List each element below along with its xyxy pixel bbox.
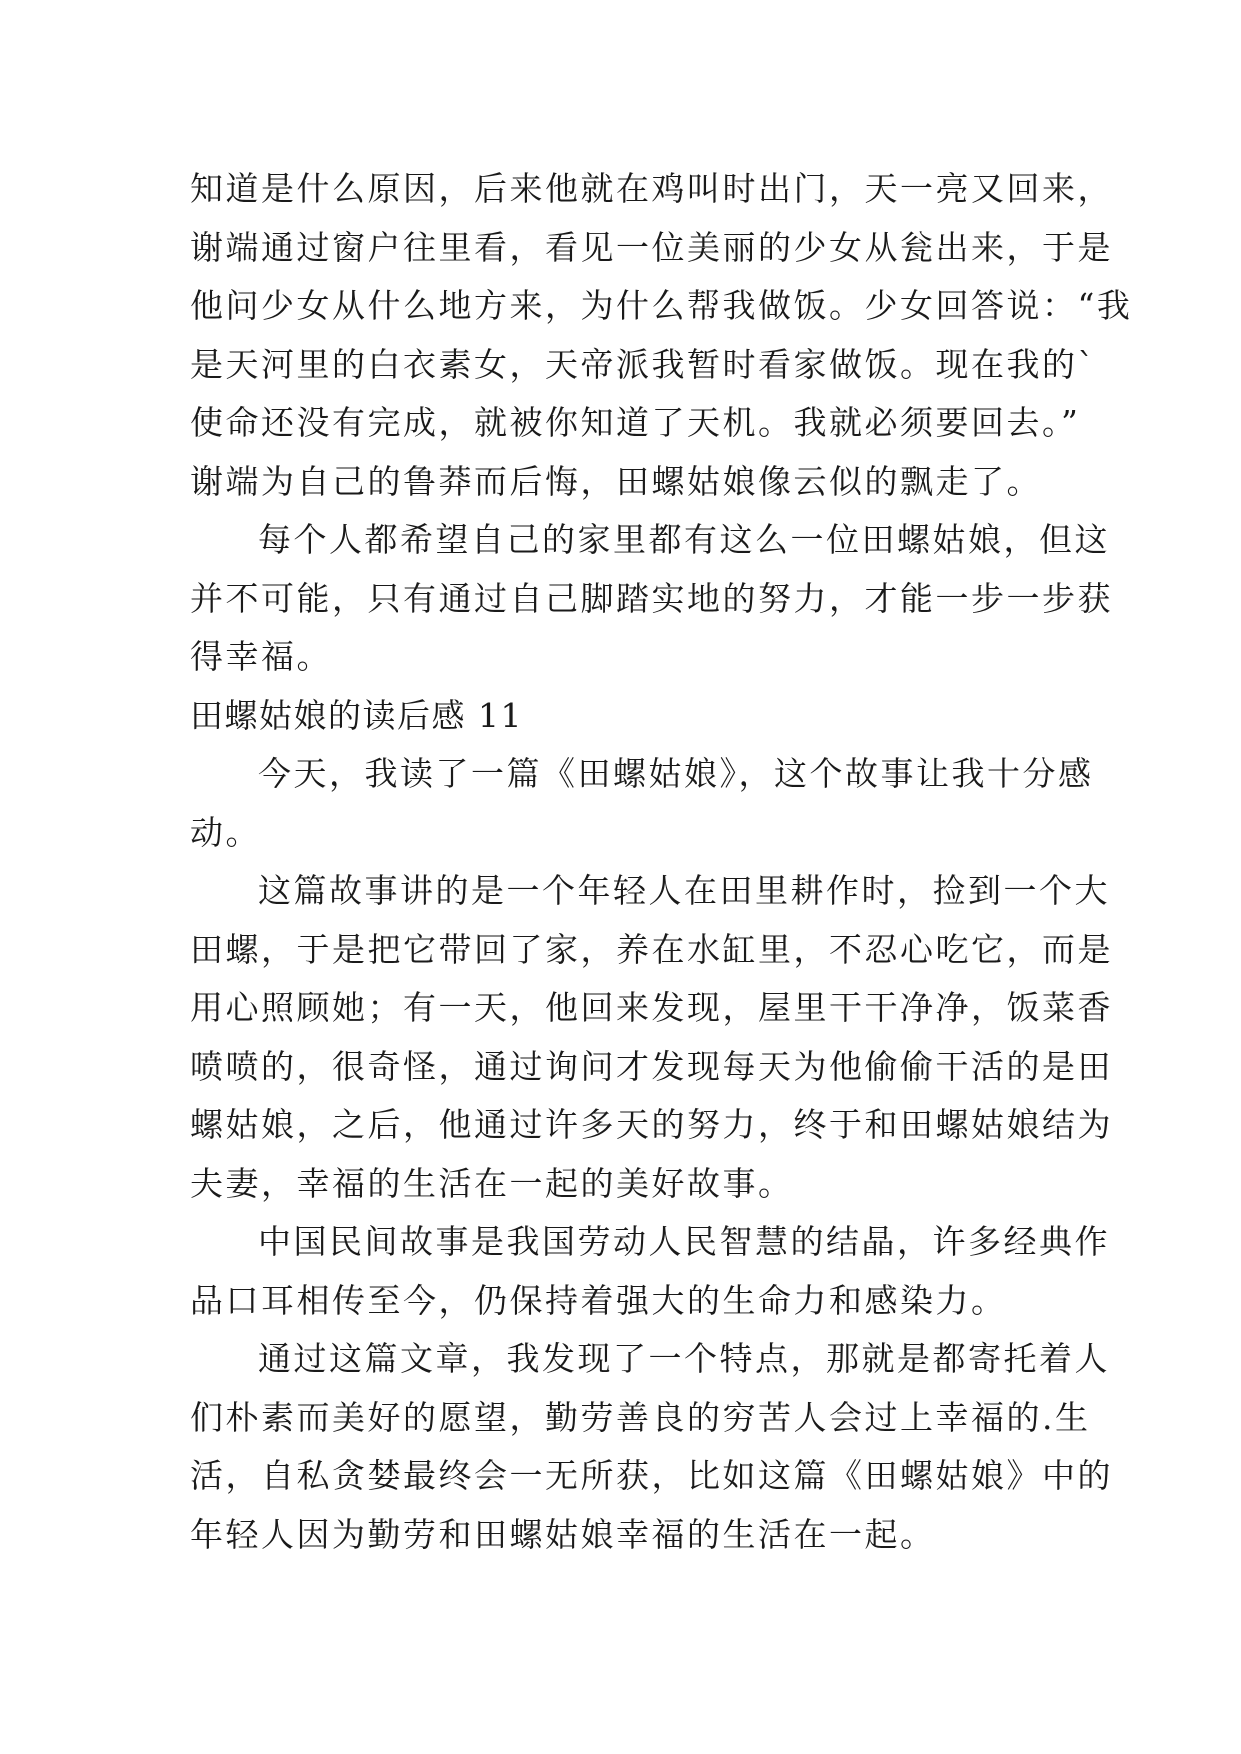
- text-line: 夫妻，幸福的生活在一起的美好故事。: [190, 1163, 794, 1203]
- text-line: 喷喷的，很奇怪，通过询问才发现每天为他偷偷干活的是田: [190, 1046, 1113, 1086]
- text-line: 谢端通过窗户往里看，看见一位美丽的少女从瓮出来，于是: [190, 227, 1113, 267]
- text-line: 品口耳相传至今，仍保持着强大的生命力和感染力。: [190, 1280, 1007, 1320]
- section-heading: 田螺姑娘的读后感 11: [190, 695, 523, 735]
- paragraph-start-line: 今天，我读了一篇《田螺姑娘》，这个故事让我十分感: [258, 754, 1094, 793]
- text-line: 用心照顾她；有一天，他回来发现，屋里干干净净，饭菜香: [190, 988, 1113, 1027]
- text-line: 得幸福。: [190, 637, 332, 676]
- text-line: 活，自私贪婪最终会一无所获，比如这篇《田螺姑娘》中的: [190, 1456, 1113, 1495]
- paragraph-start-line: 通过这篇文章，我发现了一个特点，那就是都寄托着人: [258, 1339, 1110, 1378]
- text-line: 年轻人因为勤劳和田螺姑娘幸福的生活在一起。: [190, 1514, 936, 1554]
- text-line: 们朴素而美好的愿望，勤劳善良的穷苦人会过上幸福的.生: [190, 1397, 1091, 1437]
- text-line: 是天河里的白衣素女，天帝派我暂时看家做饭。现在我的`: [190, 344, 1097, 384]
- paragraph-start-line: 中国民间故事是我国劳动人民智慧的结晶，许多经典作: [258, 1222, 1110, 1261]
- text-line: 动。: [190, 812, 261, 852]
- text-line: 知道是什么原因，后来他就在鸡叫时出门，天一亮又回来，: [190, 169, 1113, 208]
- text-line: 并不可能，只有通过自己脚踏实地的努力，才能一步一步获: [190, 578, 1113, 618]
- text-line: 田螺，于是把它带回了家，养在水缸里，不忍心吃它，而是: [190, 929, 1113, 969]
- text-line: 他问少女从什么地方来，为什么帮我做饭。少女回答说：“我: [190, 286, 1133, 325]
- document-body: [190, 160, 1133, 1564]
- paragraph-start-line: 这篇故事讲的是一个年轻人在田里耕作时，捡到一个大: [258, 871, 1110, 910]
- text-line: 螺姑娘，之后，他通过许多天的努力，终于和田螺姑娘结为: [190, 1105, 1113, 1144]
- paragraph-start-line: 每个人都希望自己的家里都有这么一位田螺姑娘，但这: [258, 520, 1110, 559]
- text-line: 谢端为自己的鲁莽而后悔，田螺姑娘像云似的飘走了。: [190, 461, 1042, 501]
- text-line: 使命还没有完成，就被你知道了天机。我就必须要回去。”: [190, 403, 1081, 442]
